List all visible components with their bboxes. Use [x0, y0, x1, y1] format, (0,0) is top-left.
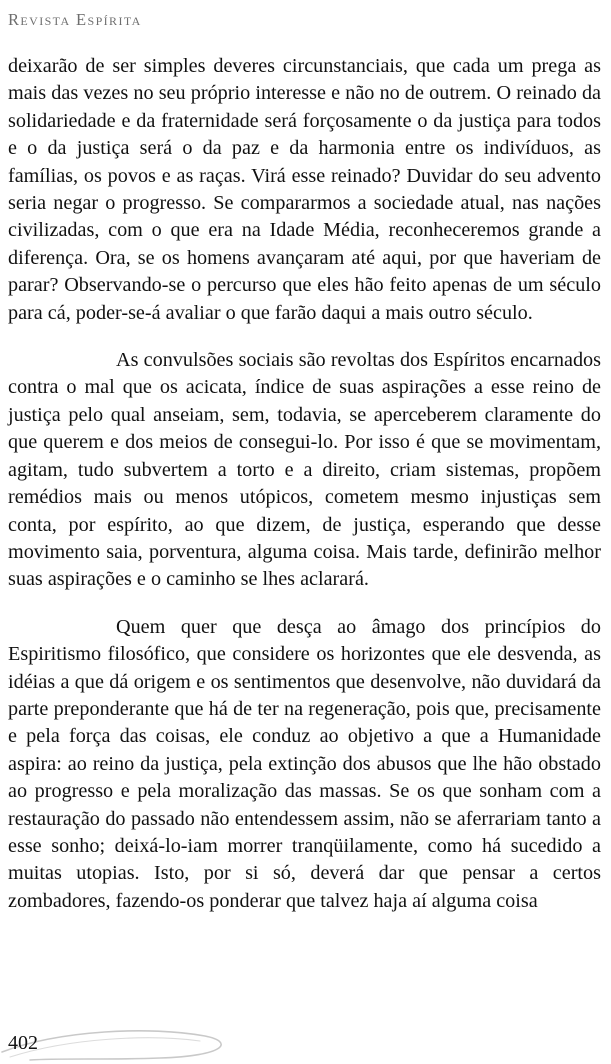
- paragraph-social-convulsions: As convulsões sociais são revoltas dos Espíritos encarnados contra o mal que os acicata, índice de suas aspirações a esse reino de justiça pelo qual anseiam, sem, todavia, se aperceberem claramente do que querem e dos meios de consegui-lo. Por isso é que se movimentam, agitam, tudo subvertem a torto e a direito, criam sistemas, propõem remédios mais ou menos utópicos, cometem mesmo injustiças sem conta, por espírito, ao que dizem, de justiça, esperando que desse movimento saia, porventura, alguma coisa. Mais tarde, definirão melhor suas aspirações e o caminho se lhes aclarará.: [8, 349, 601, 591]
- swoosh-ornament-icon: [0, 1024, 260, 1064]
- page-body: [8, 53, 601, 915]
- running-header: Revista Espírita: [8, 10, 142, 29]
- page-footer: [0, 1024, 260, 1064]
- paragraph-spiritism-principles: Quem quer que desça ao âmago dos princípios do Espiritismo filosófico, que considere os horizontes que ele desvenda, as idéias a que dá origem e os sentimentos que desenvolve, não duvidará da parte preponderante que há de ter na regeneração, pois que, precisamente e pela força das coisas, ele conduz ao objetivo a que a Humanidade aspira: ao reino da justiça, pela extinção dos abusos que lhe hão obstado ao progresso e pela moralização das massas. Se os que sonham com a restauração do passado não entendessem assim, não se aferrariam tanto a esse sonho; deixá-lo-iam morrer tranqüilamente, como há sucedido a muitas utopias. Isto, por si só, deverá dar que pensar a certos zombadores, fazendo-os ponderar que talvez haja aí alguma coisa: [8, 615, 601, 912]
- page-number: 402: [8, 1032, 38, 1054]
- paragraph-continuation: deixarão de ser simples deveres circunstanciais, que cada um prega as mais das vezes no seu próprio interesse e não no de outrem. O reinado da solidariedade e da fraternidade será forçosamente o da justiça para todos e o da justiça será o da paz e da harmonia entre os indivíduos, as famílias, os povos e as raças. Virá esse reinado? Duvidar do seu advento seria negar o progresso. Se compararmos a sociedade atual, nas nações civilizadas, com o que era na Idade Média, reconheceremos grande a diferença. Ora, se os homens avançaram até aqui, por que haveriam de parar? Observando-se o percurso que eles hão feito apenas de um século para cá, poder-se-á avaliar o que farão daqui a mais outro século.: [8, 55, 601, 324]
